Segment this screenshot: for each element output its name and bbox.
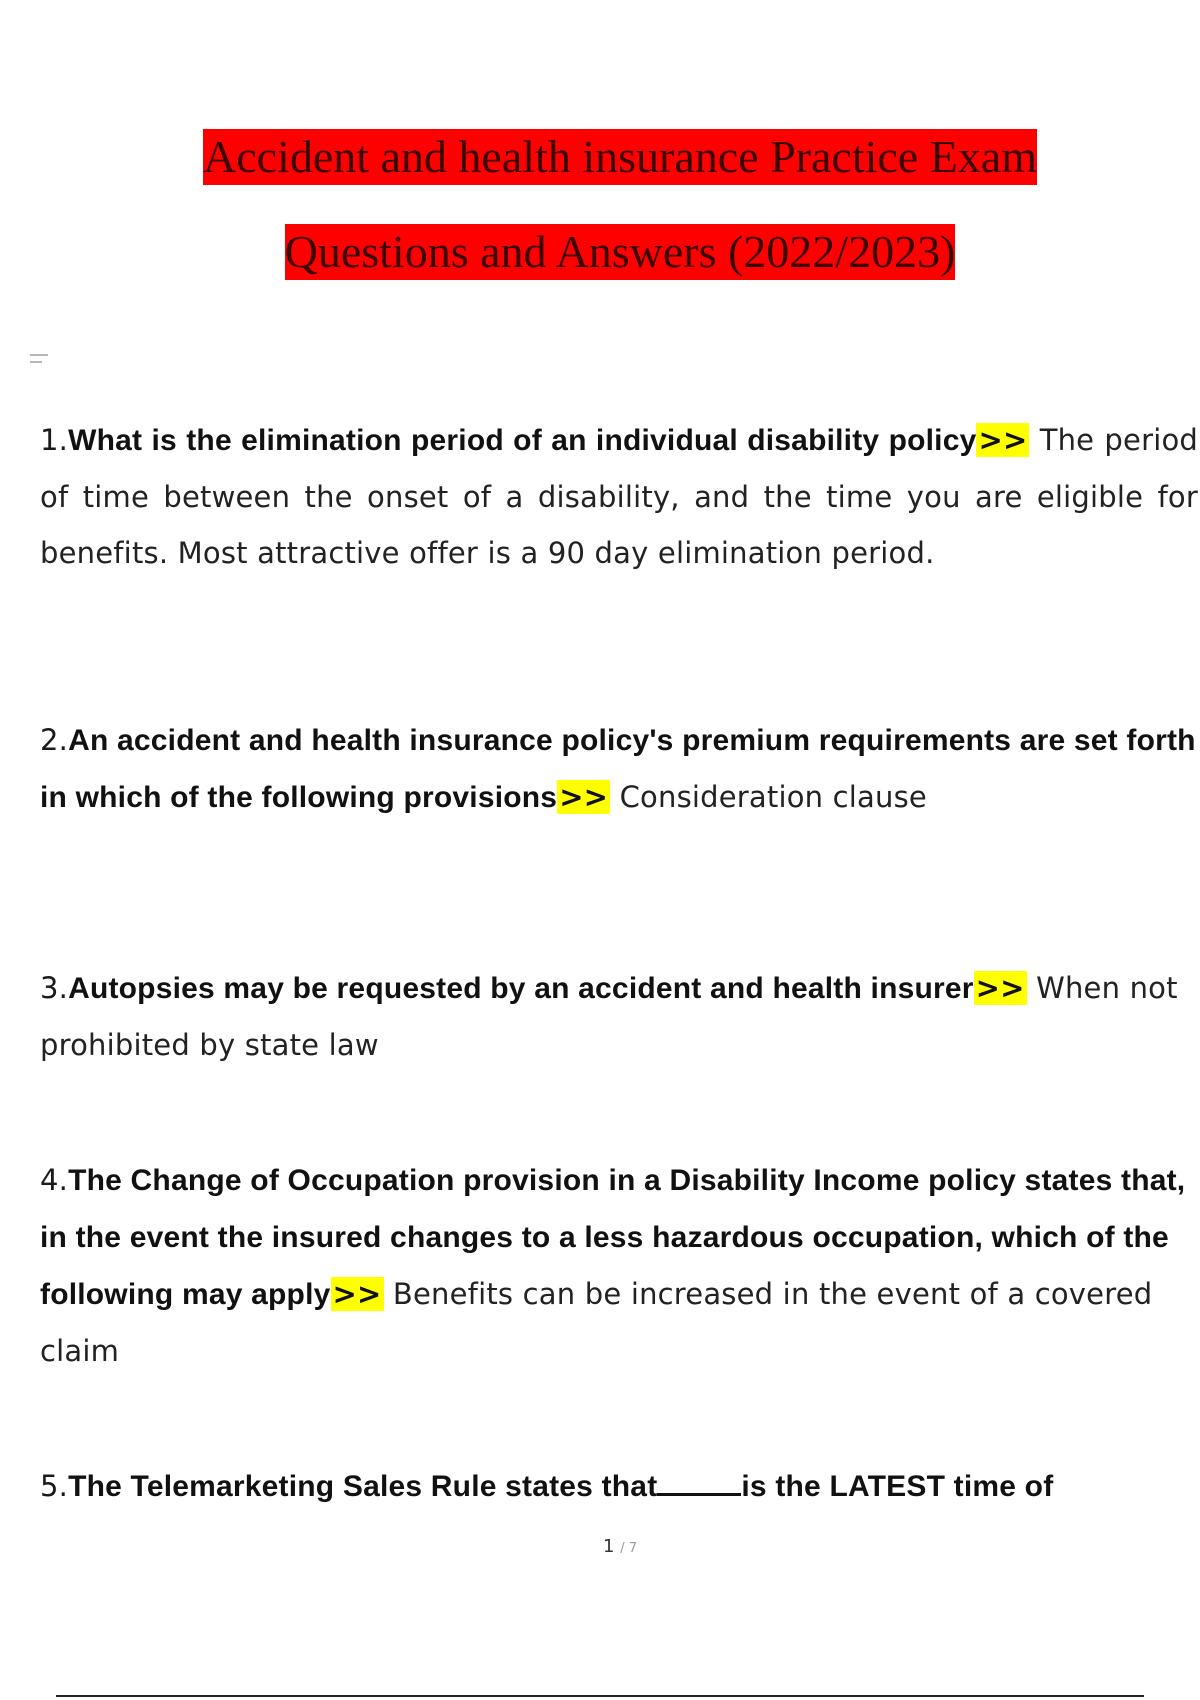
item-number: 1. bbox=[40, 423, 69, 457]
fill-in-blank bbox=[657, 1469, 741, 1496]
answer-separator: >> bbox=[975, 971, 1025, 1005]
margin-menu-icon bbox=[30, 354, 48, 370]
document-title bbox=[0, 116, 1200, 306]
title-line-2: Questions and Answers (2022/2023) bbox=[285, 224, 956, 280]
question-text: Autopsies may be requested by an accident and health insurer bbox=[68, 972, 974, 1005]
qa-item-2 bbox=[40, 712, 1198, 826]
title-line-1: Accident and health insurance Practice Exam bbox=[203, 129, 1037, 185]
answer-text: When not prohibited by state law bbox=[40, 971, 1178, 1062]
answer-text: Benefits can be increased in the event of a covered claim bbox=[40, 1277, 1153, 1368]
page-bottom-divider bbox=[56, 1695, 1144, 1697]
question-text: What is the elimination period of an individual disability policy bbox=[68, 424, 977, 457]
answer-separator: >> bbox=[332, 1277, 382, 1311]
qa-item-4 bbox=[40, 1152, 1198, 1379]
page-indicator bbox=[0, 1536, 1200, 1557]
question-text-continued: is the LATEST time of bbox=[741, 1470, 1054, 1503]
total-pages: / 7 bbox=[620, 1541, 637, 1556]
item-number: 3. bbox=[40, 971, 69, 1005]
answer-text: Consideration clause bbox=[619, 780, 927, 814]
answer-separator: >> bbox=[559, 780, 609, 814]
qa-item-3 bbox=[40, 960, 1198, 1073]
item-number: 2. bbox=[40, 723, 69, 757]
qa-item-5 bbox=[40, 1458, 1198, 1515]
qa-item-1 bbox=[40, 412, 1198, 581]
question-text: The Telemarketing Sales Rule states that bbox=[68, 1470, 658, 1503]
question-text: The Change of Occupation provision in a Disability Income policy states that, in the event the insured changes to a less hazardous occupation, which of the following may apply bbox=[40, 1164, 1186, 1311]
question-text: An accident and health insurance policy's premium requirements are set forth in which of the following provisions bbox=[40, 724, 1196, 814]
item-number: 5. bbox=[40, 1469, 69, 1503]
current-page: 1 bbox=[603, 1536, 615, 1557]
answer-text: The period of time between the onset of a disability, and the time you are eligible for benefits. Most attractive offer is a 90 day elimination period. bbox=[40, 423, 1198, 570]
item-number: 4. bbox=[40, 1163, 69, 1197]
answer-separator: >> bbox=[978, 423, 1028, 457]
